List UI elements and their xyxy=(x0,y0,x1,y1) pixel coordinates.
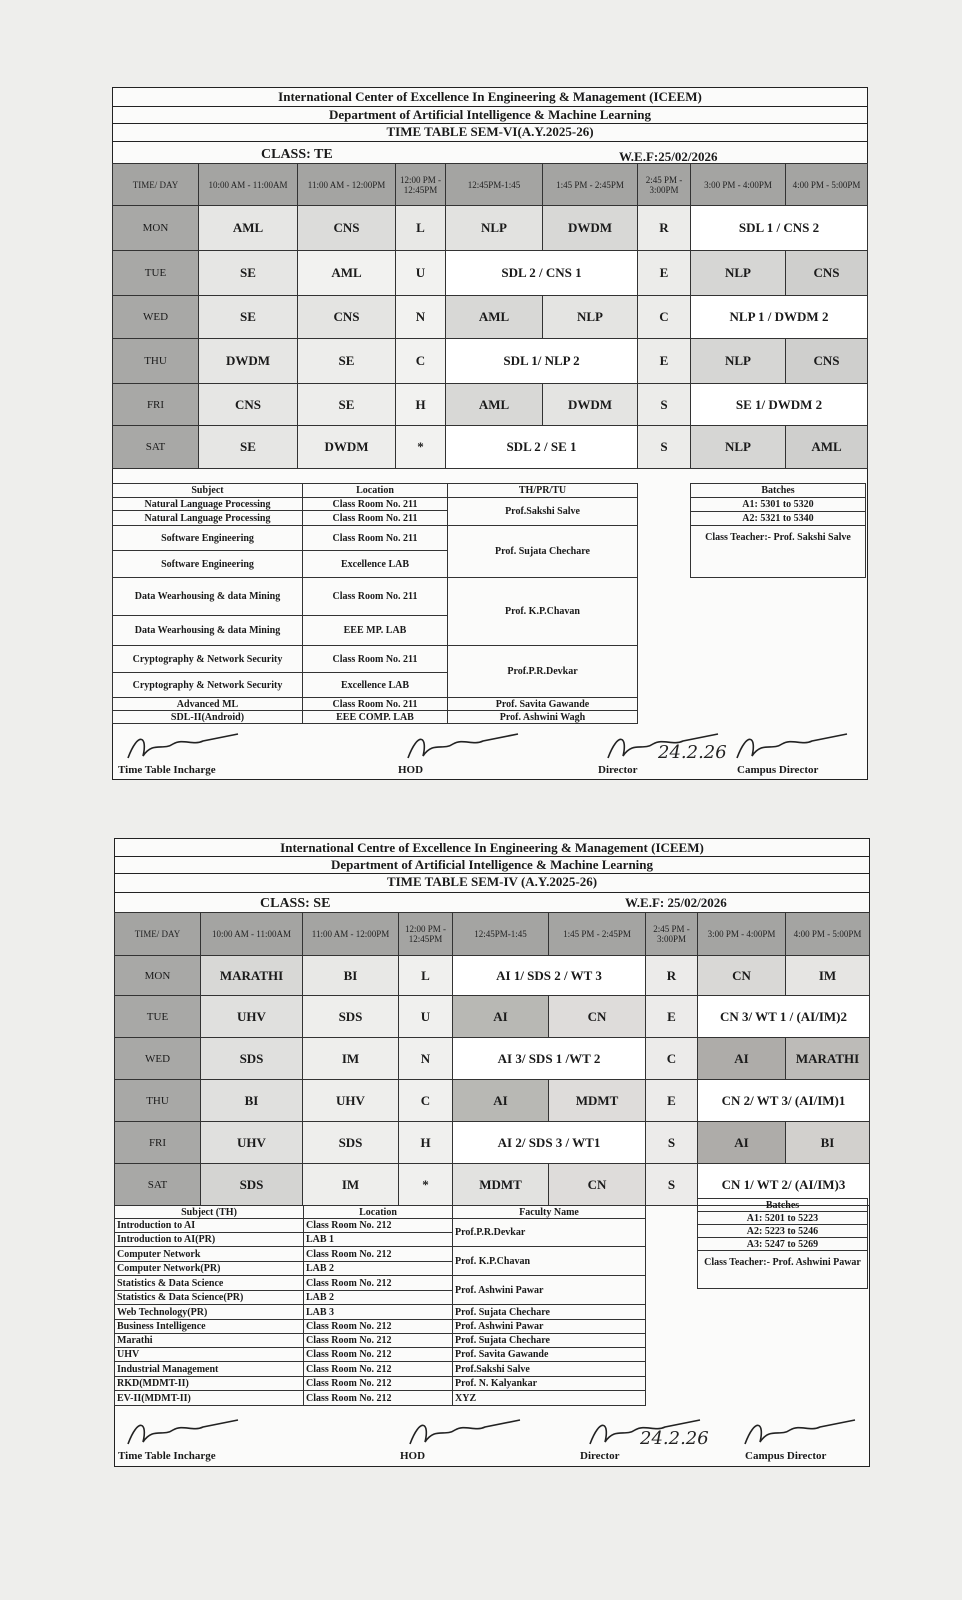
day-label: SAT xyxy=(115,1164,201,1206)
day-label: THU xyxy=(115,1080,201,1122)
faculty-name: Prof.Sakshi Salve xyxy=(453,1362,646,1377)
day-row xyxy=(113,339,868,384)
timetable-cell: NLP xyxy=(446,206,543,251)
timetable-cell: AI xyxy=(698,1038,786,1080)
class-teacher-row xyxy=(698,1251,868,1289)
faculty-name: Prof.P.R.Devkar xyxy=(453,1219,646,1247)
subject-row xyxy=(115,1348,646,1362)
timetable-cell: BI xyxy=(786,1122,870,1164)
handwritten-signature-icon xyxy=(405,1412,525,1452)
department-title: Department of Artificial Intelligence & Machine Learning xyxy=(113,106,867,124)
subject-name: Software Engineering xyxy=(113,551,303,578)
timetable-cell: UHV xyxy=(201,996,303,1038)
handwritten-signature-icon xyxy=(123,1412,243,1452)
director-handwritten-date: 24.2.26 xyxy=(658,742,727,763)
timetable-cell: DWDM xyxy=(199,339,298,384)
time-slot-header: 2:45 PM - 3:00PM xyxy=(638,164,691,206)
subject-table-te xyxy=(112,483,638,724)
timetable-cell: U xyxy=(399,996,453,1038)
batch-range: A2: 5223 to 5246 xyxy=(698,1225,868,1238)
subject-location: Class Room No. 212 xyxy=(304,1219,453,1233)
faculty-name: XYZ xyxy=(453,1391,646,1406)
subject-row xyxy=(115,1305,646,1320)
subject-name: Cryptography & Network Security xyxy=(113,673,303,698)
timetable-cell: CNS xyxy=(786,339,868,384)
hod-signature-label: HOD xyxy=(398,764,424,776)
timetable-cell: BI xyxy=(201,1080,303,1122)
time-slot-header: 12:45PM-1:45 xyxy=(453,913,549,956)
subject-row xyxy=(115,1377,646,1391)
time-slot-header: 12:00 PM - 12:45PM xyxy=(396,164,446,206)
subject-location: Class Room No. 212 xyxy=(304,1348,453,1362)
handwritten-signature-icon xyxy=(732,726,852,766)
subject-name: Marathi xyxy=(115,1334,304,1348)
timetable-cell: SE xyxy=(199,426,298,469)
timetable-cell: * xyxy=(399,1164,453,1206)
director-signature-label: Director xyxy=(598,764,638,776)
subject-location: EEE COMP. LAB xyxy=(303,711,448,724)
timetable-cell: AI 1/ SDS 2 / WT 3 xyxy=(453,956,646,996)
day-row xyxy=(113,426,868,469)
timetable-cell: NLP 1 / DWDM 2 xyxy=(691,296,868,339)
time-slot-header: 3:00 PM - 4:00PM xyxy=(691,164,786,206)
timetable-cell: NLP xyxy=(543,296,638,339)
timetable-cell: AI xyxy=(453,1080,549,1122)
time-table-incharge-signature-label: Time Table Incharge xyxy=(118,764,216,776)
timetable-title: TIME TABLE SEM-VI(A.Y.2025-26) xyxy=(113,123,867,142)
timetable-cell: SDL 1 / CNS 2 xyxy=(691,206,868,251)
timetable-cell: MDMT xyxy=(549,1080,646,1122)
timetable-cell: SDL 2 / CNS 1 xyxy=(446,251,638,296)
timetable-cell: CN xyxy=(549,1164,646,1206)
timetable-cell: CNS xyxy=(298,206,396,251)
time-slot-header: 12:00 PM - 12:45PM xyxy=(399,913,453,956)
batch-row xyxy=(691,512,866,526)
day-row xyxy=(115,956,870,996)
institute-title: International Center of Excellence In Engineering & Management (ICEEM) xyxy=(113,88,867,107)
timetable-cell: S xyxy=(646,1164,698,1206)
day-label: TUE xyxy=(115,996,201,1038)
time-slot-header: 1:45 PM - 2:45PM xyxy=(549,913,646,956)
subject-location: Class Room No. 211 xyxy=(303,526,448,551)
timetable-cell: SE xyxy=(199,251,298,296)
subject-name: Cryptography & Network Security xyxy=(113,646,303,673)
faculty-name: Prof. Savita Gawande xyxy=(448,698,638,711)
faculty-name: Prof.Sakshi Salve xyxy=(448,498,638,526)
subject-name: EV-II(MDMT-II) xyxy=(115,1391,304,1406)
subject-location: Class Room No. 211 xyxy=(303,698,448,711)
timetable-cell: UHV xyxy=(303,1080,399,1122)
faculty-name: Prof. K.P.Chavan xyxy=(453,1247,646,1276)
day-row xyxy=(113,206,868,251)
column-header: TH/PR/TU xyxy=(448,484,638,498)
timetable-cell: CN 2/ WT 3/ (AI/IM)1 xyxy=(698,1080,870,1122)
timetable-cell: S xyxy=(646,1122,698,1164)
timetable-cell: H xyxy=(396,384,446,426)
timetable-cell: SDL 2 / SE 1 xyxy=(446,426,638,469)
subject-location: Class Room No. 212 xyxy=(304,1362,453,1377)
timetable-cell: CN xyxy=(698,956,786,996)
timetable-cell: L xyxy=(399,956,453,996)
timetable-cell: E xyxy=(646,996,698,1038)
subject-location: Class Room No. 211 xyxy=(303,578,448,616)
timetable-cell: CNS xyxy=(199,384,298,426)
subject-name: Data Wearhousing & data Mining xyxy=(113,616,303,646)
timetable-cell: NLP xyxy=(691,426,786,469)
campus-director-signature-label: Campus Director xyxy=(745,1450,827,1462)
batches-header-row xyxy=(691,484,866,498)
timetable-cell: DWDM xyxy=(298,426,396,469)
subject-row xyxy=(113,646,638,673)
subject-row xyxy=(115,1391,646,1406)
day-row xyxy=(115,996,870,1038)
handwritten-signature-icon xyxy=(740,1412,860,1452)
subject-location: LAB 3 xyxy=(304,1305,453,1320)
wef-date: W.E.F:25/02/2026 xyxy=(619,149,718,164)
column-header: Subject xyxy=(113,484,303,498)
subject-location: Excellence LAB xyxy=(303,551,448,578)
batches-title: Batches xyxy=(698,1199,868,1212)
subject-location: Class Room No. 211 xyxy=(303,511,448,526)
day-label: FRI xyxy=(115,1122,201,1164)
batch-range: A1: 5201 to 5223 xyxy=(698,1212,868,1225)
subject-name: Natural Language Processing xyxy=(113,511,303,526)
subject-name: Introduction to AI xyxy=(115,1219,304,1233)
institute-title: International Centre of Excellence In Engineering & Management (ICEEM) xyxy=(115,839,869,857)
faculty-name: Prof. Savita Gawande xyxy=(453,1348,646,1362)
timetable-cell: AI 2/ SDS 3 / WT1 xyxy=(453,1122,646,1164)
timetable-cell: MDMT xyxy=(453,1164,549,1206)
batch-row xyxy=(691,498,866,512)
subject-row xyxy=(115,1219,646,1233)
timetable-cell: AML xyxy=(446,384,543,426)
timetable-cell: AI xyxy=(453,996,549,1038)
timetable-cell: CN 3/ WT 1 / (AI/IM)2 xyxy=(698,996,870,1038)
timetable-cell: MARATHI xyxy=(786,1038,870,1080)
timetable-cell: AI 3/ SDS 1 /WT 2 xyxy=(453,1038,646,1080)
subject-header-row xyxy=(115,1206,646,1219)
director-handwritten-date: 24.2.26 xyxy=(640,1428,709,1449)
timetable-cell: E xyxy=(638,339,691,384)
subject-name: Industrial Management xyxy=(115,1362,304,1377)
timetable-cell: E xyxy=(646,1080,698,1122)
timetable-cell: S xyxy=(638,426,691,469)
faculty-name: Prof.P.R.Devkar xyxy=(448,646,638,698)
faculty-name: Prof. Sujata Chechare xyxy=(453,1334,646,1348)
day-row xyxy=(113,296,868,339)
time-slot-header: 10:00 AM - 11:00AM xyxy=(201,913,303,956)
batch-row xyxy=(698,1212,868,1225)
department-title: Department of Artificial Intelligence & Machine Learning xyxy=(115,856,869,874)
day-row xyxy=(115,1038,870,1080)
faculty-name: Prof. Ashwini Pawar xyxy=(453,1320,646,1334)
subject-row xyxy=(115,1276,646,1291)
faculty-name: Prof. K.P.Chavan xyxy=(448,578,638,646)
subject-row xyxy=(113,698,638,711)
day-label: MON xyxy=(115,956,201,996)
timetable-cell: IM xyxy=(303,1164,399,1206)
time-slot-header: 2:45 PM - 3:00PM xyxy=(646,913,698,956)
batches-header-row xyxy=(698,1199,868,1212)
timetable-cell: AML xyxy=(786,426,868,469)
subject-location: Class Room No. 212 xyxy=(304,1391,453,1406)
column-header: Location xyxy=(303,484,448,498)
header-row xyxy=(113,164,868,206)
subject-name: RKD(MDMT-II) xyxy=(115,1377,304,1391)
timetable-cell: C xyxy=(646,1038,698,1080)
timetable-cell: IM xyxy=(786,956,870,996)
timetable-title: TIME TABLE SEM-IV (A.Y.2025-26) xyxy=(115,873,869,893)
timetable-cell: SDL 1/ NLP 2 xyxy=(446,339,638,384)
timetable-cell: U xyxy=(396,251,446,296)
day-label: THU xyxy=(113,339,199,384)
handwritten-signature-icon xyxy=(123,726,243,766)
timetable-cell: SDS xyxy=(201,1164,303,1206)
timetable-cell: SE xyxy=(199,296,298,339)
timetable-cell: CNS xyxy=(298,296,396,339)
subject-table-se xyxy=(114,1205,646,1406)
faculty-name: Prof. Sujata Chechare xyxy=(448,526,638,578)
subject-location: Class Room No. 211 xyxy=(303,646,448,673)
subject-name: Computer Network(PR) xyxy=(115,1262,304,1276)
faculty-name: Prof. N. Kalyankar xyxy=(453,1377,646,1391)
timetable-cell: SE xyxy=(298,384,396,426)
time-slot-header: 11:00 AM - 12:00PM xyxy=(303,913,399,956)
day-row xyxy=(113,251,868,296)
batch-range: A3: 5247 to 5269 xyxy=(698,1238,868,1251)
timetable-cell: N xyxy=(399,1038,453,1080)
day-label: FRI xyxy=(113,384,199,426)
time-slot-header: 1:45 PM - 2:45PM xyxy=(543,164,638,206)
timetable-grid-se xyxy=(114,912,870,1206)
subject-name: Natural Language Processing xyxy=(113,498,303,511)
timetable-cell: SDS xyxy=(303,996,399,1038)
time-slot-header: 4:00 PM - 5:00PM xyxy=(786,913,870,956)
batch-range: A1: 5301 to 5320 xyxy=(691,498,866,512)
subject-name: Business Intelligence xyxy=(115,1320,304,1334)
subject-row xyxy=(115,1362,646,1377)
subject-name: Statistics & Data Science xyxy=(115,1276,304,1291)
timetable-cell: L xyxy=(396,206,446,251)
subject-name: UHV xyxy=(115,1348,304,1362)
subject-location: Class Room No. 212 xyxy=(304,1276,453,1291)
timetable-cell: SE 1/ DWDM 2 xyxy=(691,384,868,426)
timetable-cell: UHV xyxy=(201,1122,303,1164)
subject-location: LAB 1 xyxy=(304,1233,453,1247)
timetable-cell: BI xyxy=(303,956,399,996)
batch-row xyxy=(698,1238,868,1251)
timetable-cell: H xyxy=(399,1122,453,1164)
director-signature-label: Director xyxy=(580,1450,620,1462)
subject-name: Statistics & Data Science(PR) xyxy=(115,1291,304,1305)
column-header: Location xyxy=(304,1206,453,1219)
time-slot-header: TIME/ DAY xyxy=(113,164,199,206)
time-slot-header: 4:00 PM - 5:00PM xyxy=(786,164,868,206)
subject-location: LAB 2 xyxy=(304,1262,453,1276)
subject-row xyxy=(115,1334,646,1348)
timetable-cell: DWDM xyxy=(543,206,638,251)
day-label: TUE xyxy=(113,251,199,296)
timetable-cell: NLP xyxy=(691,251,786,296)
subject-row xyxy=(115,1247,646,1262)
subject-row xyxy=(113,526,638,551)
day-label: WED xyxy=(113,296,199,339)
timetable-cell: SDS xyxy=(303,1122,399,1164)
wef-date: W.E.F: 25/02/2026 xyxy=(625,895,727,910)
hod-signature-label: HOD xyxy=(400,1450,426,1462)
day-row xyxy=(115,1122,870,1164)
class-teacher-row xyxy=(691,526,866,578)
timetable-cell: R xyxy=(646,956,698,996)
timetable-cell: AML xyxy=(199,206,298,251)
timetable-cell: C xyxy=(399,1080,453,1122)
subject-location: Excellence LAB xyxy=(303,673,448,698)
timetable-cell: NLP xyxy=(691,339,786,384)
faculty-name: Prof. Sujata Chechare xyxy=(453,1305,646,1320)
subject-header-row xyxy=(113,484,638,498)
subject-row xyxy=(113,711,638,724)
timetable-cell: E xyxy=(638,251,691,296)
subject-name: Data Wearhousing & data Mining xyxy=(113,578,303,616)
day-label: MON xyxy=(113,206,199,251)
timetable-cell: AI xyxy=(698,1122,786,1164)
time-slot-header: 3:00 PM - 4:00PM xyxy=(698,913,786,956)
class-label: CLASS: TE xyxy=(261,147,333,162)
faculty-name: Prof. Ashwini Wagh xyxy=(448,711,638,724)
class-teacher: Class Teacher:- Prof. Sakshi Salve xyxy=(691,526,866,578)
batch-row xyxy=(698,1225,868,1238)
time-slot-header: 11:00 AM - 12:00PM xyxy=(298,164,396,206)
batch-range: A2: 5321 to 5340 xyxy=(691,512,866,526)
timetable-cell: N xyxy=(396,296,446,339)
subject-row xyxy=(113,498,638,511)
class-label: CLASS: SE xyxy=(260,896,331,911)
subject-name: Advanced ML xyxy=(113,698,303,711)
batches-title: Batches xyxy=(691,484,866,498)
time-slot-header: 12:45PM-1:45 xyxy=(446,164,543,206)
class-teacher: Class Teacher:- Prof. Ashwini Pawar xyxy=(698,1251,868,1289)
subject-name: Software Engineering xyxy=(113,526,303,551)
time-table-incharge-signature-label: Time Table Incharge xyxy=(118,1450,216,1462)
faculty-name: Prof. Ashwini Pawar xyxy=(453,1276,646,1305)
timetable-cell: C xyxy=(396,339,446,384)
timetable-cell: DWDM xyxy=(543,384,638,426)
timetable-cell: CN 1/ WT 2/ (AI/IM)3 xyxy=(698,1164,870,1206)
timetable-cell: C xyxy=(638,296,691,339)
subject-location: Class Room No. 212 xyxy=(304,1334,453,1348)
timetable-cell: MARATHI xyxy=(201,956,303,996)
subject-row xyxy=(113,578,638,616)
timetable-cell: CNS xyxy=(786,251,868,296)
column-header: Faculty Name xyxy=(453,1206,646,1219)
timetable-cell: IM xyxy=(303,1038,399,1080)
column-header: Subject (TH) xyxy=(115,1206,304,1219)
handwritten-signature-icon xyxy=(403,726,523,766)
subject-row xyxy=(115,1320,646,1334)
timetable-cell: R xyxy=(638,206,691,251)
timetable-cell: CN xyxy=(549,996,646,1038)
day-row xyxy=(113,384,868,426)
subject-name: Introduction to AI(PR) xyxy=(115,1233,304,1247)
subject-location: Class Room No. 212 xyxy=(304,1247,453,1262)
batches-table-se xyxy=(697,1198,868,1289)
subject-location: Class Room No. 212 xyxy=(304,1320,453,1334)
timetable-cell: SE xyxy=(298,339,396,384)
subject-name: Computer Network xyxy=(115,1247,304,1262)
subject-name: Web Technology(PR) xyxy=(115,1305,304,1320)
day-label: SAT xyxy=(113,426,199,469)
batches-table-te xyxy=(690,483,866,578)
time-slot-header: TIME/ DAY xyxy=(115,913,201,956)
timetable-grid-te xyxy=(112,163,868,469)
subject-name: SDL-II(Android) xyxy=(113,711,303,724)
timetable-cell: SDS xyxy=(201,1038,303,1080)
subject-location: Class Room No. 211 xyxy=(303,498,448,511)
subject-location: Class Room No. 212 xyxy=(304,1377,453,1391)
timetable-cell: AML xyxy=(298,251,396,296)
timetable-cell: S xyxy=(638,384,691,426)
day-row xyxy=(115,1080,870,1122)
timetable-cell: * xyxy=(396,426,446,469)
day-label: WED xyxy=(115,1038,201,1080)
timetable-cell: AML xyxy=(446,296,543,339)
time-slot-header: 10:00 AM - 11:00AM xyxy=(199,164,298,206)
subject-location: EEE MP. LAB xyxy=(303,616,448,646)
campus-director-signature-label: Campus Director xyxy=(737,764,819,776)
subject-location: LAB 2 xyxy=(304,1291,453,1305)
header-row xyxy=(115,913,870,956)
